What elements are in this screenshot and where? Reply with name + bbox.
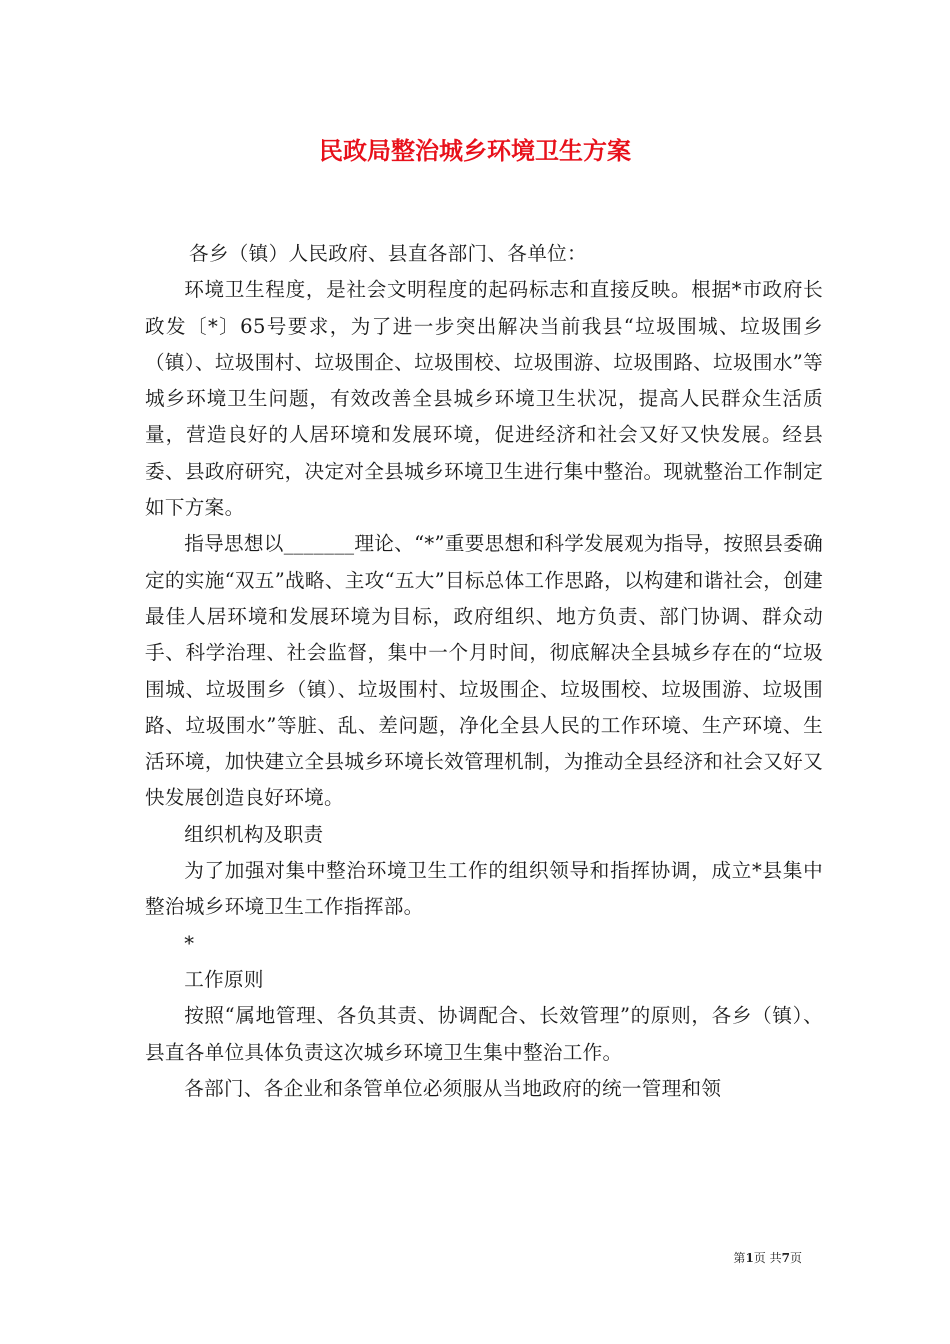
footer-suffix: 页 <box>789 1251 802 1265</box>
principles-paragraph: 按照“属地管理、各负其责、协调配合、长效管理”的原则，各乡（镇）、县直各单位具体负责这次城乡环境卫生集中整治工作。 <box>145 1004 823 1064</box>
section-heading-principles: 工作原则 <box>184 967 264 991</box>
document-title: 民政局整治城乡环境卫生方案 <box>319 136 631 165</box>
salutation-paragraph: 各乡（镇）人民政府、县直各部门、各单位： <box>189 242 587 265</box>
footer-prefix: 第 <box>733 1251 746 1265</box>
total-pages-number: 7 <box>781 1251 790 1265</box>
asterisk-line: * <box>184 931 195 955</box>
document-body <box>145 236 823 1107</box>
organization-paragraph: 为了加强对集中整治环境卫生工作的组织领导和指挥协调，成立*县集中整治城乡环境卫生工作指挥部。 <box>145 859 823 919</box>
section-heading-organization: 组织机构及职责 <box>184 822 324 846</box>
footer-middle: 页 共 <box>753 1251 782 1265</box>
departments-paragraph: 各部门、各企业和条管单位必须服从当地政府的统一管理和领 <box>184 1076 722 1100</box>
current-page-number: 1 <box>745 1251 754 1265</box>
guiding-ideology-paragraph: 指导思想以_______理论、“*”重要思想和科学发展观为指导，按照县委确定的实施“双五”战略、主攻“五大”目标总体工作思路，以构建和谐社会，创建最佳人居环境和发展环境为目标，政府组织、地方负责、部门协调、群众动手、科学治理、社会监督，集中一个月时间，彻底解决全县城乡存在的“垃圾围城、垃圾围乡（镇）、垃圾围村、垃圾围企、垃圾围校、垃圾围游、垃圾围路、垃圾围水”等脏、乱、差问题，净化全县人民的工作环境、生产环境、生活环境，加快建立全县城乡环境长效管理机制，为推动全县经济和社会又好又快发展创造良好环境。 <box>145 532 823 810</box>
intro-paragraph: 环境卫生程度，是社会文明程度的起码标志和直接反映。根据*市政府长政发〔*〕65号要求，为了进一步突出解决当前我县“垃圾围城、垃圾围乡（镇）、垃圾围村、垃圾围企、垃圾围校、垃圾围游、垃圾围路、垃圾围水”等城乡环境卫生问题，有效改善全县城乡环境卫生状况，提高人民群众生活质量，营造良好的人居环境和发展环境，促进经济和社会又好又快发展。经县委、县政府研究，决定对全县城乡环境卫生进行集中整治。现就整治工作制定如下方案。 <box>145 278 823 520</box>
page-number-footer <box>733 1250 802 1266</box>
